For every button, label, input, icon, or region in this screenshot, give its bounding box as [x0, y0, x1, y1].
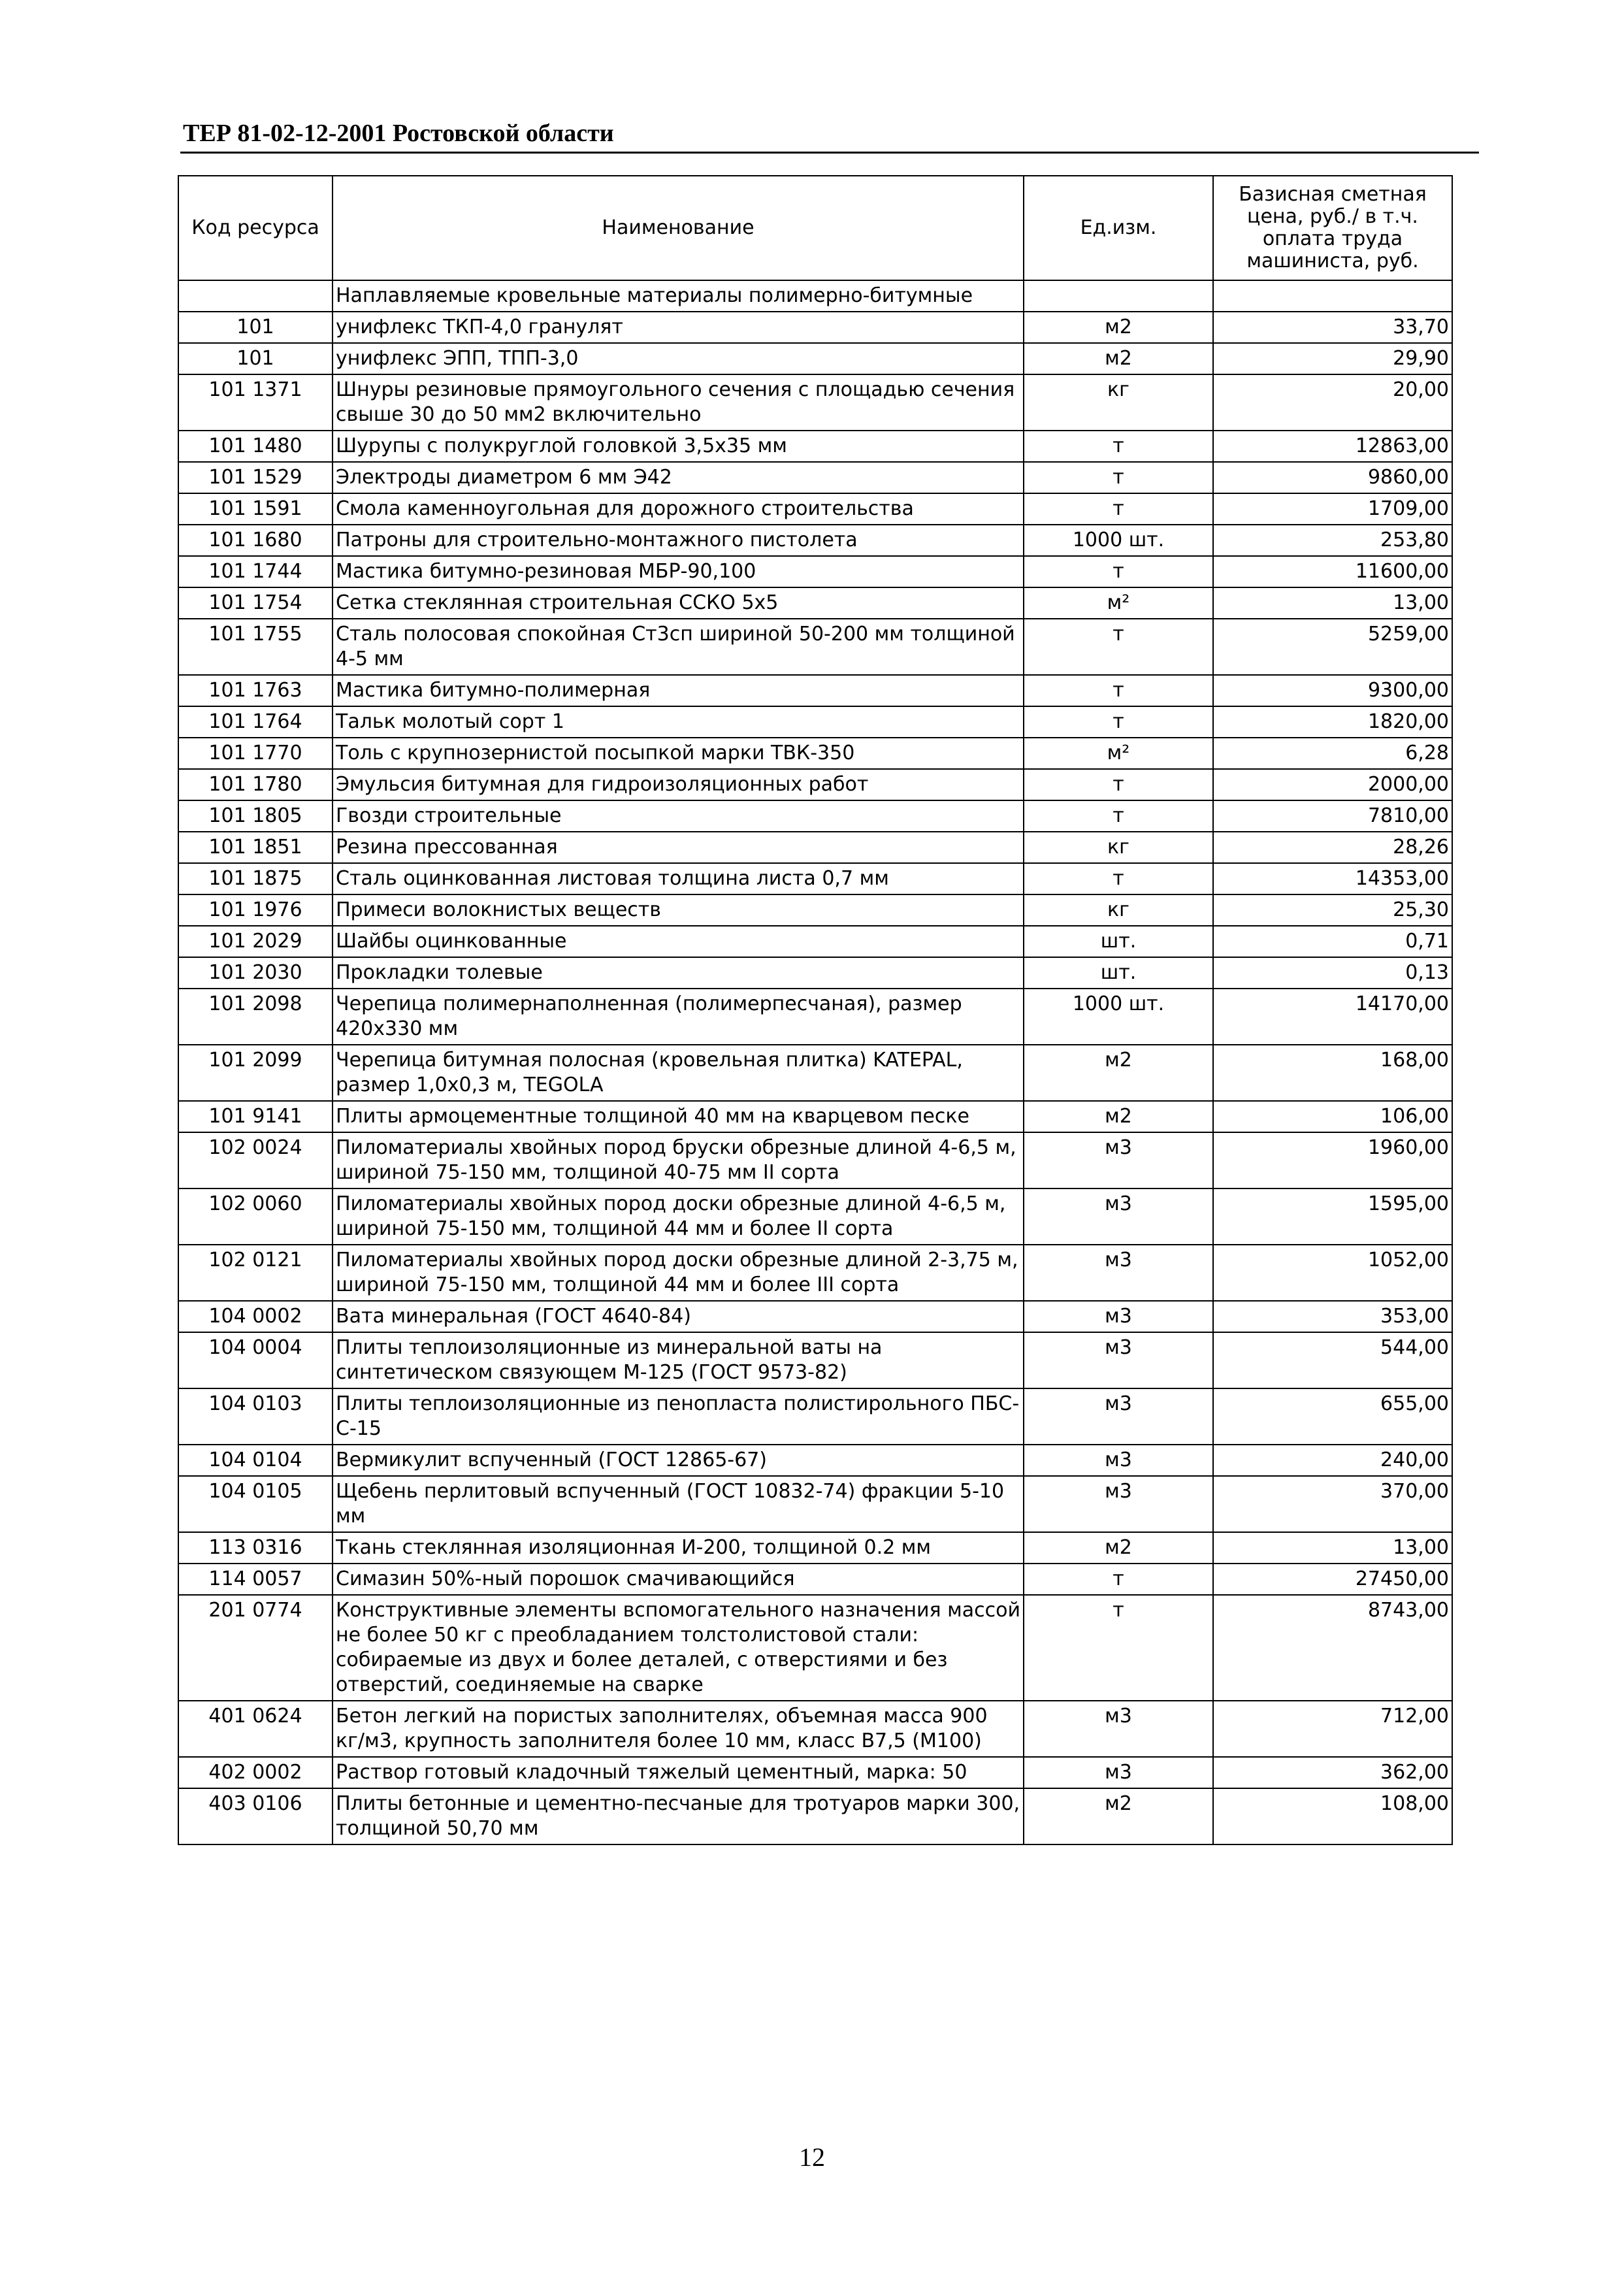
name-cell: Мастика битумно-резиновая МБР-90,100 — [333, 556, 1024, 587]
unit-cell: т — [1024, 706, 1213, 738]
code-cell: 101 — [178, 312, 333, 343]
table-row — [178, 343, 1452, 374]
code-cell: 201 0774 — [178, 1595, 333, 1701]
code-cell: 101 1875 — [178, 863, 333, 894]
unit-cell: кг — [1024, 894, 1213, 926]
column-header-name: Наименование — [333, 176, 1024, 280]
price-cell: 544,00 — [1213, 1332, 1452, 1388]
code-cell: 101 1744 — [178, 556, 333, 587]
name-cell: Электроды диаметром 6 мм Э42 — [333, 462, 1024, 493]
section-unit-cell — [1024, 280, 1213, 312]
price-cell: 106,00 — [1213, 1101, 1452, 1132]
price-cell: 12863,00 — [1213, 431, 1452, 462]
price-cell: 7810,00 — [1213, 800, 1452, 832]
code-cell: 101 1851 — [178, 832, 333, 863]
column-header-price: Базисная сметная цена, руб./ в т.ч. оплата труда машиниста, руб. — [1213, 176, 1452, 280]
name-cell: Пиломатериалы хвойных пород бруски обрезные длиной 4-6,5 м, шириной 75-150 мм, толщиной 40-75 мм II сорта — [333, 1132, 1024, 1188]
price-cell: 9860,00 — [1213, 462, 1452, 493]
section-title: Наплавляемые кровельные материалы полимерно-битумные — [333, 280, 1024, 312]
unit-cell: м3 — [1024, 1332, 1213, 1388]
table-row — [178, 800, 1452, 832]
price-cell: 0,71 — [1213, 926, 1452, 957]
name-cell: Бетон легкий на пористых заполнителях, объемная масса 900 кг/м3, крупность заполнителя более 10 мм, класс В7,5 (М100) — [333, 1701, 1024, 1757]
table-row — [178, 374, 1452, 431]
name-cell: Плиты теплоизоляционные из минеральной ваты на синтетическом связующем М-125 (ГОСТ 9573-82) — [333, 1332, 1024, 1388]
code-cell: 101 2098 — [178, 989, 333, 1045]
name-cell: Пиломатериалы хвойных пород доски обрезные длиной 2-3,75 м, шириной 75-150 мм, толщиной 44 мм и более III сорта — [333, 1245, 1024, 1301]
unit-cell: кг — [1024, 374, 1213, 431]
table-row — [178, 1701, 1452, 1757]
unit-cell: м2 — [1024, 1532, 1213, 1564]
price-cell: 20,00 — [1213, 374, 1452, 431]
unit-cell: т — [1024, 462, 1213, 493]
name-cell: Вермикулит вспученный (ГОСТ 12865-67) — [333, 1445, 1024, 1476]
price-cell: 0,13 — [1213, 957, 1452, 989]
price-cell: 11600,00 — [1213, 556, 1452, 587]
name-cell: Плиты армоцементные толщиной 40 мм на кварцевом песке — [333, 1101, 1024, 1132]
name-cell: Гвозди строительные — [333, 800, 1024, 832]
name-cell: Сталь оцинкованная листовая толщина листа 0,7 мм — [333, 863, 1024, 894]
unit-cell: м2 — [1024, 343, 1213, 374]
table-row — [178, 493, 1452, 525]
table-row — [178, 769, 1452, 800]
price-cell: 33,70 — [1213, 312, 1452, 343]
unit-cell: м3 — [1024, 1132, 1213, 1188]
name-cell: Прокладки толевые — [333, 957, 1024, 989]
column-header-unit: Ед.изм. — [1024, 176, 1213, 280]
code-cell: 101 1680 — [178, 525, 333, 556]
unit-cell: т — [1024, 769, 1213, 800]
code-cell: 104 0104 — [178, 1445, 333, 1476]
unit-cell: м² — [1024, 738, 1213, 769]
code-cell: 104 0002 — [178, 1301, 333, 1332]
unit-cell: м2 — [1024, 312, 1213, 343]
name-cell: Сталь полосовая спокойная Ст3сп шириной 50-200 мм толщиной 4-5 мм — [333, 619, 1024, 675]
unit-cell: м3 — [1024, 1757, 1213, 1788]
unit-cell: т — [1024, 863, 1213, 894]
code-cell: 101 1480 — [178, 431, 333, 462]
code-cell: 101 1371 — [178, 374, 333, 431]
code-cell: 101 2099 — [178, 1045, 333, 1101]
price-cell: 14353,00 — [1213, 863, 1452, 894]
name-cell: Симазин 50%-ный порошок смачивающийся — [333, 1564, 1024, 1595]
table-row — [178, 863, 1452, 894]
price-cell: 1052,00 — [1213, 1245, 1452, 1301]
table-body — [178, 280, 1452, 1844]
name-cell: Щебень перлитовый вспученный (ГОСТ 10832-74) фракции 5-10 мм — [333, 1476, 1024, 1532]
unit-cell: шт. — [1024, 926, 1213, 957]
table-row — [178, 1757, 1452, 1788]
name-cell: Пиломатериалы хвойных пород доски обрезные длиной 4-6,5 м, шириной 75-150 мм, толщиной 44 мм и более II сорта — [333, 1188, 1024, 1245]
code-cell: 102 0121 — [178, 1245, 333, 1301]
unit-cell: м² — [1024, 587, 1213, 619]
code-cell: 102 0060 — [178, 1188, 333, 1245]
code-cell: 101 1591 — [178, 493, 333, 525]
unit-cell: шт. — [1024, 957, 1213, 989]
code-cell: 101 1754 — [178, 587, 333, 619]
name-cell: унифлекс ЭПП, ТПП-3,0 — [333, 343, 1024, 374]
name-cell: Конструктивные элементы вспомогательного назначения массой не более 50 кг с преобладанием толстолистовой стали: собираемые из двух и более деталей, с отверстиями и без отверстий, соединяемые на сварке — [333, 1595, 1024, 1701]
table-row — [178, 1564, 1452, 1595]
unit-cell: м2 — [1024, 1101, 1213, 1132]
table-row — [178, 894, 1452, 926]
name-cell: Эмульсия битумная для гидроизоляционных работ — [333, 769, 1024, 800]
name-cell: Примеси волокнистых веществ — [333, 894, 1024, 926]
code-cell: 401 0624 — [178, 1701, 333, 1757]
unit-cell: м3 — [1024, 1476, 1213, 1532]
table-row — [178, 1595, 1452, 1701]
code-cell: 101 1764 — [178, 706, 333, 738]
section-price-cell — [1213, 280, 1452, 312]
unit-cell: кг — [1024, 832, 1213, 863]
section-row — [178, 280, 1452, 312]
table-row — [178, 619, 1452, 675]
code-cell: 113 0316 — [178, 1532, 333, 1564]
table-row — [178, 1532, 1452, 1564]
table-row — [178, 926, 1452, 957]
table-header-row — [178, 176, 1452, 280]
document-header: ТЕР 81-02-12-2001 Ростовской области — [183, 120, 614, 147]
price-cell: 29,90 — [1213, 343, 1452, 374]
code-cell: 101 1755 — [178, 619, 333, 675]
code-cell: 101 1780 — [178, 769, 333, 800]
price-cell: 353,00 — [1213, 1301, 1452, 1332]
table-row — [178, 1788, 1452, 1844]
table-row — [178, 1301, 1452, 1332]
price-cell: 1820,00 — [1213, 706, 1452, 738]
price-cell: 655,00 — [1213, 1388, 1452, 1445]
price-cell: 5259,00 — [1213, 619, 1452, 675]
name-cell: Вата минеральная (ГОСТ 4640-84) — [333, 1301, 1024, 1332]
unit-cell: 1000 шт. — [1024, 525, 1213, 556]
price-cell: 6,28 — [1213, 738, 1452, 769]
table-row — [178, 1188, 1452, 1245]
table-row — [178, 1332, 1452, 1388]
name-cell: Шнуры резиновые прямоугольного сечения с площадью сечения свыше 30 до 50 мм2 включительно — [333, 374, 1024, 431]
code-cell: 101 1805 — [178, 800, 333, 832]
unit-cell: т — [1024, 675, 1213, 706]
price-cell: 1595,00 — [1213, 1188, 1452, 1245]
code-cell: 101 — [178, 343, 333, 374]
unit-cell: т — [1024, 556, 1213, 587]
unit-cell: т — [1024, 1564, 1213, 1595]
table-row — [178, 738, 1452, 769]
price-cell: 8743,00 — [1213, 1595, 1452, 1701]
price-cell: 13,00 — [1213, 587, 1452, 619]
price-cell: 2000,00 — [1213, 769, 1452, 800]
table-row — [178, 1045, 1452, 1101]
price-cell: 712,00 — [1213, 1701, 1452, 1757]
table-row — [178, 312, 1452, 343]
code-cell: 114 0057 — [178, 1564, 333, 1595]
name-cell: Смола каменноугольная для дорожного строительства — [333, 493, 1024, 525]
price-cell: 240,00 — [1213, 1445, 1452, 1476]
code-cell: 403 0106 — [178, 1788, 333, 1844]
table-row — [178, 462, 1452, 493]
unit-cell: т — [1024, 1595, 1213, 1701]
price-cell: 28,26 — [1213, 832, 1452, 863]
unit-cell: т — [1024, 619, 1213, 675]
price-cell: 27450,00 — [1213, 1564, 1452, 1595]
name-cell: Сетка стеклянная строительная ССКО 5x5 — [333, 587, 1024, 619]
price-cell: 1960,00 — [1213, 1132, 1452, 1188]
header-rule — [180, 152, 1479, 154]
column-header-code: Код ресурса — [178, 176, 333, 280]
unit-cell: т — [1024, 431, 1213, 462]
price-cell: 14170,00 — [1213, 989, 1452, 1045]
table-row — [178, 525, 1452, 556]
table-row — [178, 1388, 1452, 1445]
price-cell: 13,00 — [1213, 1532, 1452, 1564]
code-cell: 104 0004 — [178, 1332, 333, 1388]
code-cell: 101 2030 — [178, 957, 333, 989]
name-cell: Шайбы оцинкованные — [333, 926, 1024, 957]
code-cell: 104 0103 — [178, 1388, 333, 1445]
code-cell: 101 1529 — [178, 462, 333, 493]
name-cell: Плиты теплоизоляционные из пенопласта полистирольного ПБС-С-15 — [333, 1388, 1024, 1445]
price-cell: 362,00 — [1213, 1757, 1452, 1788]
price-cell: 370,00 — [1213, 1476, 1452, 1532]
unit-cell: м3 — [1024, 1701, 1213, 1757]
table-row — [178, 1476, 1452, 1532]
name-cell: Шурупы с полукруглой головкой 3,5x35 мм — [333, 431, 1024, 462]
unit-cell: м3 — [1024, 1445, 1213, 1476]
code-cell: 101 2029 — [178, 926, 333, 957]
name-cell: Мастика битумно-полимерная — [333, 675, 1024, 706]
section-code-cell — [178, 280, 333, 312]
name-cell: Черепица полимернаполненная (полимерпесчаная), размер 420x330 мм — [333, 989, 1024, 1045]
unit-cell: м2 — [1024, 1045, 1213, 1101]
page-number: 12 — [799, 2142, 825, 2172]
price-cell: 168,00 — [1213, 1045, 1452, 1101]
price-cell: 108,00 — [1213, 1788, 1452, 1844]
table-row — [178, 431, 1452, 462]
code-cell: 101 1976 — [178, 894, 333, 926]
table-row — [178, 989, 1452, 1045]
name-cell: Черепица битумная полосная (кровельная плитка) KATEPAL, размер 1,0x0,3 м, TEGOLA — [333, 1045, 1024, 1101]
price-cell: 253,80 — [1213, 525, 1452, 556]
code-cell: 104 0105 — [178, 1476, 333, 1532]
name-cell: Раствор готовый кладочный тяжелый цементный, марка: 50 — [333, 1757, 1024, 1788]
code-cell: 101 1763 — [178, 675, 333, 706]
name-cell: унифлекс ТКП-4,0 гранулят — [333, 312, 1024, 343]
code-cell: 101 9141 — [178, 1101, 333, 1132]
name-cell: Тальк молотый сорт 1 — [333, 706, 1024, 738]
name-cell: Резина прессованная — [333, 832, 1024, 863]
unit-cell: м2 — [1024, 1788, 1213, 1844]
name-cell: Плиты бетонные и цементно-песчаные для тротуаров марки 300, толщиной 50,70 мм — [333, 1788, 1024, 1844]
unit-cell: м3 — [1024, 1188, 1213, 1245]
unit-cell: м3 — [1024, 1388, 1213, 1445]
code-cell: 101 1770 — [178, 738, 333, 769]
name-cell: Толь с крупнозернистой посыпкой марки ТВК-350 — [333, 738, 1024, 769]
unit-cell: т — [1024, 800, 1213, 832]
unit-cell: м3 — [1024, 1245, 1213, 1301]
price-cell: 1709,00 — [1213, 493, 1452, 525]
table-row — [178, 832, 1452, 863]
resource-table — [178, 175, 1453, 1845]
table-row — [178, 957, 1452, 989]
name-cell: Ткань стеклянная изоляционная И-200, толщиной 0.2 мм — [333, 1532, 1024, 1564]
table-row — [178, 556, 1452, 587]
price-cell: 25,30 — [1213, 894, 1452, 926]
code-cell: 402 0002 — [178, 1757, 333, 1788]
unit-cell: 1000 шт. — [1024, 989, 1213, 1045]
unit-cell: т — [1024, 493, 1213, 525]
table-row — [178, 706, 1452, 738]
table-row — [178, 1245, 1452, 1301]
table-row — [178, 1445, 1452, 1476]
table-row — [178, 1132, 1452, 1188]
unit-cell: м3 — [1024, 1301, 1213, 1332]
table-row — [178, 587, 1452, 619]
table-row — [178, 1101, 1452, 1132]
name-cell: Патроны для строительно-монтажного пистолета — [333, 525, 1024, 556]
price-cell: 9300,00 — [1213, 675, 1452, 706]
code-cell: 102 0024 — [178, 1132, 333, 1188]
table-row — [178, 675, 1452, 706]
